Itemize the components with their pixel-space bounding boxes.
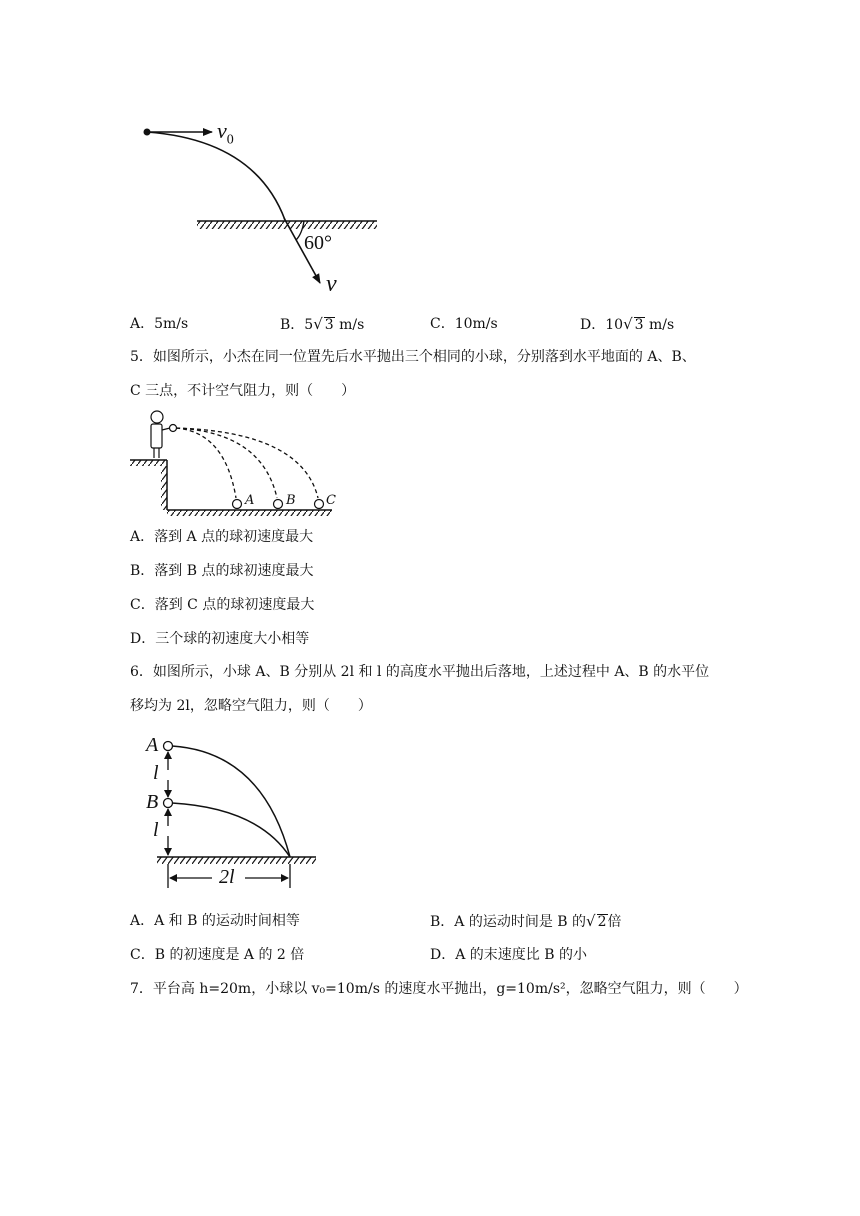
q5-label-c: C — [326, 493, 336, 508]
q7-stem: 7．平台高 h=20m，小球以 v₀=10m/s 的速度水平抛出，g=10m/s²，忽略空气阻力，则（ ） — [130, 981, 748, 997]
q6-label-b: B — [146, 791, 159, 813]
q6-label-l2: l — [153, 819, 159, 841]
q4-option-d[interactable]: D．10√ 3 m/s — [580, 315, 675, 333]
q6-stem-line1: 6．如图所示，小球 A、B 分别从 2l 和 l 的高度水平抛出后落地，上述过程中 A、B 的水平位 — [130, 664, 710, 680]
q5-label-a: A — [245, 493, 255, 508]
q4-label-v0: $v_0$ — [217, 118, 234, 148]
q6-option-a[interactable]: A．A 和 B 的运动时间相等 — [130, 913, 300, 929]
q5-option-b[interactable]: B．落到 B 点的球初速度最大 — [130, 563, 314, 579]
q4-label-v: v — [326, 271, 337, 297]
q5-stem-line2: C 三点，不计空气阻力，则（ ） — [130, 383, 356, 399]
q6-option-b[interactable]: B．A 的运动时间是 B 的√ 2倍 — [430, 912, 622, 930]
q4-label-angle: 60° — [304, 232, 332, 254]
q4-option-a[interactable]: A．5m/s — [130, 316, 189, 332]
q5-option-a[interactable]: A．落到 A 点的球初速度最大 — [130, 529, 314, 545]
q5-label-b: B — [286, 493, 296, 508]
q4-option-c[interactable]: C．10m/s — [430, 316, 498, 332]
q5-option-d[interactable]: D．三个球的初速度大小相等 — [130, 631, 310, 647]
q6-ball-b — [164, 799, 173, 808]
q6-label-a: A — [146, 734, 159, 756]
q6-option-d[interactable]: D．A 的末速度比 B 的小 — [430, 947, 587, 963]
q6-ball-a — [164, 742, 173, 751]
q6-label-2l: 2l — [219, 866, 235, 888]
q6-trajectory-a — [172, 746, 290, 857]
q5-stem-line1: 5．如图所示，小杰在同一位置先后水平抛出三个相同的小球，分别落到水平地面的 A、B、 — [130, 349, 696, 365]
q5-option-c[interactable]: C．落到 C 点的球初速度最大 — [130, 597, 315, 613]
q6-label-l1: l — [153, 762, 159, 784]
q4-option-b[interactable]: B．5√ 3 m/s — [280, 315, 365, 333]
q6-option-c[interactable]: C．B 的初速度是 A 的 2 倍 — [130, 947, 305, 963]
q6-stem-line2: 移均为 2l，忽略空气阻力，则（ ） — [130, 698, 372, 714]
